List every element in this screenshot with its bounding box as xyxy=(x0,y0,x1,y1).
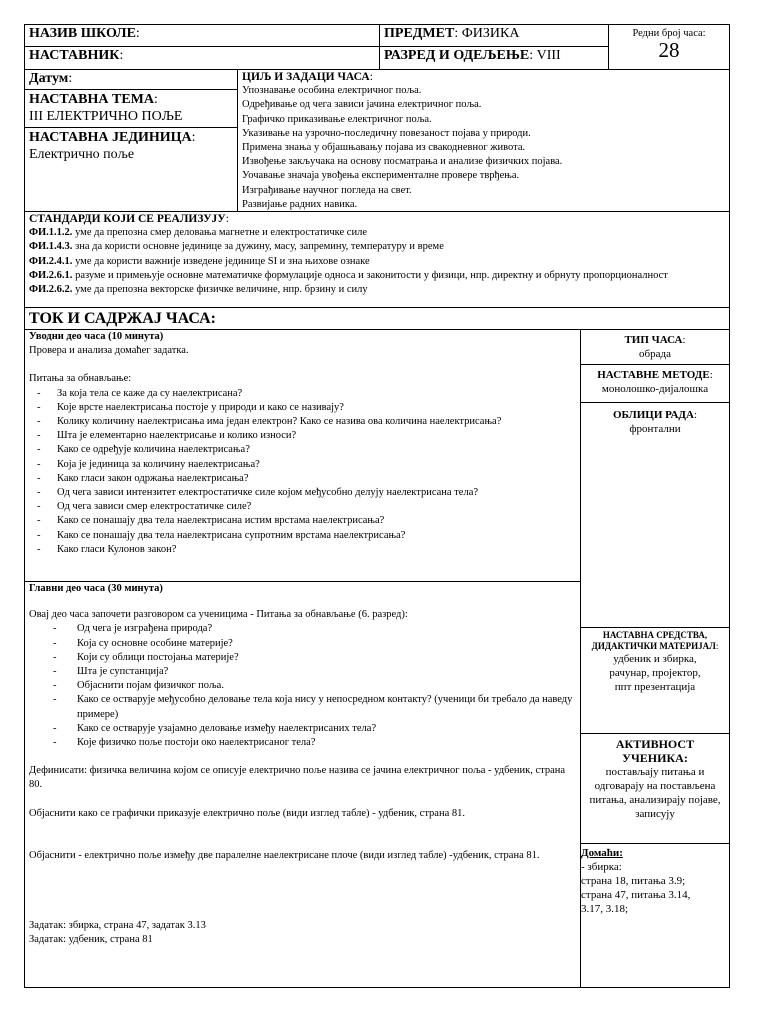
homework-label: Домаћи: xyxy=(581,847,623,859)
main-paragraph: Објаснити како се графички приказује електрично поље (види изглед табле) - удбеник, страна 81. xyxy=(29,807,465,819)
goals-title: ЦИЉ И ЗАДАЦИ ЧАСА xyxy=(242,71,370,83)
standard-code: ФИ.1.4.3. xyxy=(29,241,73,253)
main-intro-line: Овај део часа започети разговором са ученицима - Питања за обнављање (6. разред): xyxy=(29,609,408,621)
methods-value: монолошко-дијалошка xyxy=(601,383,709,395)
list-item: - Која је јединица за количину наелектрисања? xyxy=(29,458,576,472)
teaching-means-label: НАСТАВНА СРЕДСТВА, ДИДАКТИЧКИ МАТЕРИЈАЛ xyxy=(591,630,716,651)
standard-code: ФИ.1.1.2. xyxy=(29,227,73,239)
topic-field: НАСТАВНА ТЕМА: III ЕЛЕКТРИЧНО ПОЉЕ xyxy=(25,90,238,128)
homework-box xyxy=(581,844,729,987)
standard-text: зна да користи основне јединице за дужину, масу, запремину, температуру и време xyxy=(72,241,444,253)
main-paragraph: Дефинисати: физичка величина којом се описује електрично поље назива се јачина електричног поља - удбеник, страна 80. xyxy=(29,765,566,791)
methods-box: НАСТАВНЕ МЕТОДЕ: монолошко-дијалошка xyxy=(581,365,729,403)
homework-line: страна 47, питања 3.14, xyxy=(581,889,691,901)
standard-item xyxy=(29,226,725,240)
subject-field: ПРЕДМЕТ: ФИЗИКА xyxy=(380,25,609,47)
main-task: Задатак: збирка, страна 47, задатак 3.13 xyxy=(29,920,206,932)
list-item: - Од чега зависи смер електростатичке силе? xyxy=(29,500,576,514)
list-item: - Како се остварује узајамно деловање између наелектрисаних тела? xyxy=(29,722,576,736)
teaching-means-line: удбеник и збирка, xyxy=(613,653,697,665)
goal-item: Уочавање значаја увођења експерименталне провере тврђења. xyxy=(242,170,520,182)
list-item: - Како гласи Кулонов закон? xyxy=(29,543,576,557)
standards-section: СТАНДАРДИ КОЈИ СЕ РЕАЛИЗУЈУ: ФИ.1.1.2. уме да препозна смер деловања магнетне и електростатичке силе ФИ.1.4.3. зна да користи основне јединице за дужину, масу, запремину, температуру и време ФИ.2.4.1. уме да користи важније изведене јединице SI и зна њихове ознаке ФИ.2.6.1. разуме и примењује основне математичке формулације односа и законитости у физици, нпр. директну и обрнуту пропорционалност ФИ.2.6.2. уме да препозна векторске физичке величине, нпр. брзину и силу xyxy=(25,211,729,307)
work-forms-value: фронтални xyxy=(629,423,681,435)
list-item: - Колику количину наелектрисања има један електрон? Како се назива ова количина наелектрисања? xyxy=(29,415,576,429)
student-activity-box: АКТИВНОСТ УЧЕНИКА: постављају питања и одговарају на постављена питања, анализирају појаве, записују xyxy=(581,734,729,844)
standard-code: ФИ.2.6.1. xyxy=(29,269,73,281)
homework-line: - збирка: xyxy=(581,861,622,873)
lesson-number-value: 28 xyxy=(658,38,680,62)
grade-field: РАЗРЕД И ОДЕЉЕЊЕ: VIII xyxy=(380,47,609,70)
lesson-plan-sheet xyxy=(24,24,730,988)
unit-value: Електрично поље xyxy=(29,147,135,162)
homework-line: страна 18, питања 3.9; xyxy=(581,875,686,887)
standards-title: СТАНДАРДИ КОЈИ СЕ РЕАЛИЗУЈУ xyxy=(29,213,226,225)
list-item: - Од чега зависи интензитет електростатичке силе којом међусобно делују наелектрисана тела? xyxy=(29,486,576,500)
date-field: Датум: xyxy=(25,70,238,90)
main-questions-list xyxy=(29,622,576,750)
standard-item xyxy=(29,255,725,269)
methods-label: НАСТАВНЕ МЕТОДЕ xyxy=(597,369,710,381)
topic-value: III ЕЛЕКТРИЧНО ПОЉЕ xyxy=(29,109,183,124)
list-item: - Како се одређује количина наелектрисања? xyxy=(29,443,576,457)
list-item: - Како се понашају два тела наелектрисана супротним врстама наелектрисања? xyxy=(29,529,576,543)
main-task: Задатак: удбеник, страна 81 xyxy=(29,934,153,946)
lesson-type-value: обрада xyxy=(639,348,671,360)
standard-item xyxy=(29,283,725,297)
standard-text: уме да користи важније изведене јединице SI и зна њихове ознаке xyxy=(72,255,370,267)
teaching-means-line: ппт презентација xyxy=(614,681,696,693)
grade-label: РАЗРЕД И ОДЕЉЕЊЕ xyxy=(384,48,530,63)
goal-item: Упознавање особина електричног поља. xyxy=(242,85,422,97)
standard-text: уме да препозна векторске физичке величине, нпр. брзину и силу xyxy=(72,284,368,296)
lesson-type-box: ТИП ЧАСА: обрада xyxy=(581,329,729,365)
standard-code: ФИ.2.6.2. xyxy=(29,284,73,296)
topic-label: НАСТАВНА ТЕМА xyxy=(29,92,155,107)
lesson-number-label: Редни број часа: xyxy=(632,28,706,39)
standard-text: разуме и примењује основне математичке формулације односа и законитости у физици, нпр. директну и обрнуту пропорционалност xyxy=(72,269,668,281)
teaching-means-line: рачунар, пројектор, xyxy=(609,667,701,679)
list-item: - Како се остварује међусобно деловање тела која нису у непосредном контакту? (ученици би требало да наведу примере) xyxy=(29,693,576,721)
teacher-field: НАСТАВНИК: xyxy=(25,47,380,70)
goal-item: Графичко приказивање електричног поља. xyxy=(242,113,432,125)
lesson-type-label: ТИП ЧАСА xyxy=(624,334,683,346)
student-activity-label: АКТИВНОСТ УЧЕНИКА xyxy=(615,737,695,765)
intro-line: Провера и анализа домаћег задатка. xyxy=(29,345,189,357)
intro-questions-title: Питања за обнављање: xyxy=(29,373,132,385)
standard-code: ФИ.2.4.1. xyxy=(29,255,73,267)
goals-section: ЦИЉ И ЗАДАЦИ ЧАСА: Упознавање особина електричног поља. Одређивање од чега зависи јачина електричног поља. Графичко приказивање електричног поља. Указивање на узрочно-последичну повезаност појава у природи. Примена знања у објашњавању појава из свакодневног живота. Извођење закључака на основу посматрања и анализе физичких појава. Уочавање значаја увођења експерименталне провере тврђења. Изграђивање научног погледа на свет. Развијање радних навика. xyxy=(238,70,729,211)
goal-item: Извођење закључака на основу посматрања и анализе физичких појава. xyxy=(242,156,563,168)
goal-item: Развијање радних навика. xyxy=(242,198,358,210)
list-item: - Од чега је изграђена природа? xyxy=(29,622,576,636)
date-label: Датум xyxy=(29,71,69,86)
list-item: - Шта је супстанција? xyxy=(29,665,576,679)
subject-value: ФИЗИКА xyxy=(461,26,520,41)
list-item: - Које врсте наелектрисања постоје у природи и како се називају? xyxy=(29,401,576,415)
intro-title: Уводни део часа (10 минута) xyxy=(29,331,164,342)
list-item: - Објаснити појам физичког поља. xyxy=(29,679,576,693)
list-item: - Која су основне особине материје? xyxy=(29,637,576,651)
work-forms-label: ОБЛИЦИ РАДА xyxy=(613,409,694,421)
subject-label: ПРЕДМЕТ xyxy=(384,26,455,41)
student-activity-value: постављају питања и одговарају на постављена питања, анализирају појаве, записују xyxy=(589,766,721,820)
goal-item: Изграђивање научног погледа на свет. xyxy=(242,184,412,196)
list-item: - Како гласи закон одржања наелектрисања? xyxy=(29,472,576,486)
goal-item: Примена знања у објашњавању појава из свакодневног живота. xyxy=(242,142,526,154)
work-forms-box: ОБЛИЦИ РАДА: фронтални xyxy=(581,403,729,628)
list-item: - Које физичко поље постоји око наелектрисаног тела? xyxy=(29,736,576,750)
goal-item: Одређивање од чега зависи јачина електричног поља. xyxy=(242,99,482,111)
main-title: Главни део часа (30 минута) xyxy=(29,583,163,594)
standard-item xyxy=(29,269,725,283)
school-name-field: НАЗИВ ШКОЛЕ: xyxy=(25,25,380,47)
flow-title: ТОК И САДРЖАЈ ЧАСА: xyxy=(25,307,729,329)
main-paragraph: Објаснити - електрично поље између две паралелне наелектрисане плоче (види изглед табле) -удбеник, страна 81. xyxy=(29,849,540,861)
teacher-label: НАСТАВНИК xyxy=(29,48,120,63)
list-item: - Како се понашају два тела наелектрисана истим врстама наелектрисања? xyxy=(29,514,576,528)
list-item: - Шта је елементарно наелектрисање и колико износи? xyxy=(29,429,576,443)
unit-field: НАСТАВНА ЈЕДИНИЦА: Електрично поље xyxy=(25,128,238,211)
intro-section xyxy=(25,329,581,581)
list-item: - За која тела се каже да су наелектрисана? xyxy=(29,387,576,401)
unit-label: НАСТАВНА ЈЕДИНИЦА xyxy=(29,130,192,145)
school-name-label: НАЗИВ ШКОЛЕ xyxy=(29,26,136,41)
grade-value: VIII xyxy=(536,48,561,63)
homework-line: 3.17, 3.18; xyxy=(581,903,629,915)
standard-text: уме да препозна смер деловања магнетне и електростатичке силе xyxy=(72,227,367,239)
intro-questions-list xyxy=(29,387,576,557)
goal-item: Указивање на узрочно-последичну повезаност појава у природи. xyxy=(242,127,531,139)
teaching-means-box: НАСТАВНА СРЕДСТВА, ДИДАКТИЧКИ МАТЕРИЈАЛ: удбеник и збирка, рачунар, пројектор, ппт презентација xyxy=(581,628,729,734)
main-section xyxy=(25,581,581,987)
lesson-number-box xyxy=(609,25,729,70)
list-item: - Који су облици постојања материје? xyxy=(29,651,576,665)
standard-item xyxy=(29,240,725,254)
